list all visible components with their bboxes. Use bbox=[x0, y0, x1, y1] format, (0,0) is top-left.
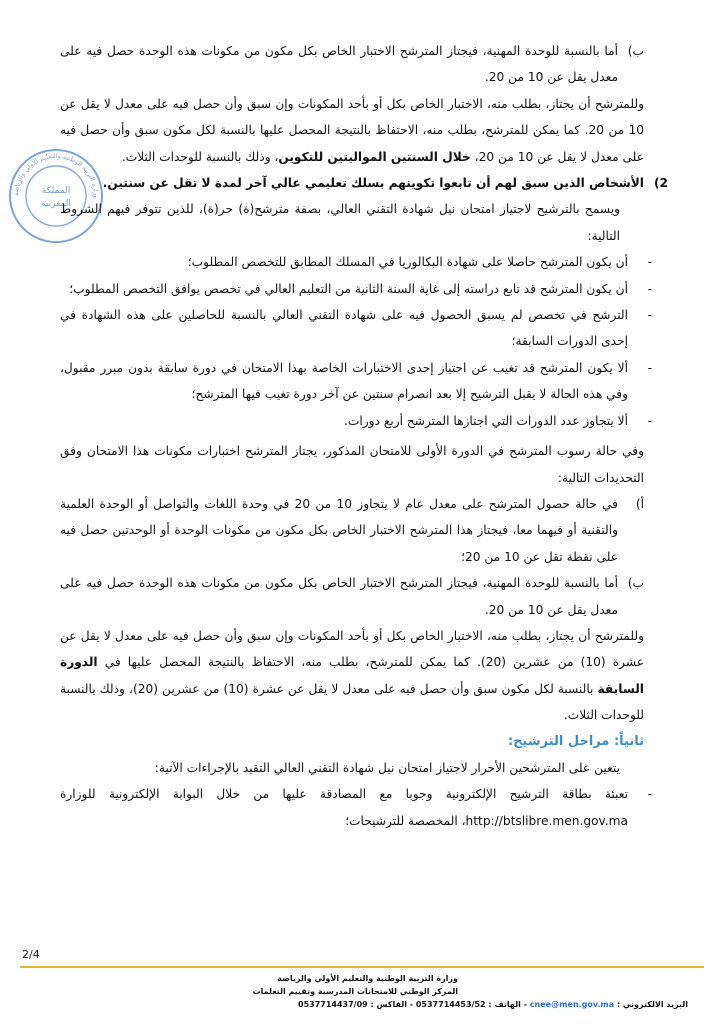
bullet-marker: - bbox=[647, 413, 652, 428]
list-item-text: الترشح في تخصص لم يسبق الحصول فيه على شهادة التقني العالي بالنسبة للحاصلين على هذه الشهادة في إحدى الدورات السابقة؛ bbox=[60, 308, 628, 349]
sub-item-marker: أ) bbox=[635, 496, 644, 511]
paragraph-failure-intro bbox=[60, 438, 668, 491]
footer-divider bbox=[20, 966, 704, 968]
sub-item-text: أما بالنسبة للوحدة المهنية، فيجتاز المترشح الاختبار الخاص بكل مكون من مكونات هذه الوحدة حصل فيه على معدل يقل عن 10 من 20. bbox=[60, 576, 618, 617]
footer-contact-numbers: - الهاتف : 0537714453/52 - الفاكس : 0537714437/09 bbox=[298, 1000, 530, 1009]
list-item-text: تعبئة بطاقة الترشيح الإلكترونية وجوبا مع المصادقة عليها من خلال البوابة الإلكترونية للوزارة bbox=[60, 787, 628, 802]
footer-email-link[interactable]: cnee@men.gov.ma bbox=[529, 1000, 615, 1009]
paragraph-bold-text: خلال السنتين المواليتين للتكوين bbox=[278, 149, 471, 164]
heading-number: 2) bbox=[653, 176, 668, 191]
paragraph-text: ويسمح بالترشيح لاجتياز امتحان نيل شهادة التقني العالي، بصفة مترشح(ة) حر(ة)، للذين تتوفر فيهم الشروط التالية: bbox=[60, 202, 620, 243]
paragraph-text: وللمترشح أن يجتاز، بطلب منه، الاختبار الخاص بكل أو بأحد المكونات وإن سبق وأن حصل فيه على معدل لا يقل عن عشرة (10) من عشرين (20). كما يمكن للمترشح، بطلب منه، الاحتفاظ بالنتيجة المحصل عليها في bbox=[60, 628, 645, 670]
stamp-center-line1: المملكة bbox=[41, 186, 71, 196]
footer-contact bbox=[40, 998, 688, 1011]
list-item-text: أن يكون المترشح حاصلا على شهادة البكالوريا في المسلك المطابق للتخصص المطلوب؛ bbox=[187, 255, 628, 270]
bullet-marker: - bbox=[647, 360, 652, 375]
conditions-list bbox=[60, 249, 668, 434]
stamp-ring-text: وزارة التربية الوطنية والتعليم الأولي والرياضة bbox=[11, 151, 101, 199]
sub-item-b bbox=[60, 570, 668, 623]
list-item bbox=[60, 408, 668, 434]
bullet-marker: - bbox=[647, 255, 652, 270]
footer-center: المركز الوطني للامتحانات المدرسية وتقييم التعلمات bbox=[252, 987, 458, 996]
list-item-text: أن يكون المترشح قد تابع دراسته إلى غاية السنة الثانية من التعليم العالي في تخصص يوافق التخصص المطلوب؛ bbox=[69, 281, 628, 296]
portal-link[interactable]: http://btslibre.men.gov.ma bbox=[465, 813, 628, 828]
footer-ministry: وزارة التربية الوطنية والتعليم الأولي والرياضة bbox=[277, 974, 458, 983]
list-item bbox=[60, 276, 668, 302]
bullet-marker: - bbox=[647, 281, 652, 296]
sub-item-text: أما بالنسبة للوحدة المهنية، فيجتاز المترشح الاختبار الخاص بكل مكون من مكونات هذه الوحدة حصل فيه على معدل يقل عن 10 من 20. bbox=[60, 44, 618, 85]
paragraph-text: وللمترشح أن يجتاز، بطلب منه، الاختبار الخاص بكل أو بأحد المكونات وإن سبق وأن حصل فيه على معدل لا يقل عن 10 من 20. كما يمكن للمترشح، بطلب منه، الاحتفاظ بالنتيجة المحصل عليها بالنسبة لكل مكون سبق وأن حصل فيه على معدل لا يقل عن 10 من 20، bbox=[60, 96, 644, 164]
bullet-marker: - bbox=[647, 787, 652, 802]
stamp-center-line2: المغربية bbox=[41, 199, 71, 209]
sub-item-text: في حالة حصول المترشح على معدل عام لا يتجاوز 10 من 20 في وحدة اللغات والتواصل أو الوحدة العلمية والتقنية أو فيهما معا، فيجتاز هذا المترشح الاختبار الخاص بكل مكون من مكونات الوحدة أو الوحدتين حصل فيه على نقطة تقل عن 10 من 20؛ bbox=[60, 496, 618, 564]
sub-item-b-top bbox=[60, 38, 668, 91]
document-body bbox=[60, 38, 668, 834]
sub-item-marker: ب) bbox=[627, 44, 644, 58]
list-item-text: ألا يكون المترشح قد تغيب عن اجتياز إحدى الاختبارات الخاصة بهذا الامتحان في دورة سابقة بدون مبرر مقبول، وفي هذه الحالة لا يقبل الترشيح إلا بعد انصرام سنتين عن آخر دورة تغيب فيها المترشح؛ bbox=[60, 360, 628, 402]
list-item-text: ألا يتجاوز عدد الدورات التي اجتازها المترشح أربع دورات. bbox=[344, 413, 628, 428]
paragraph-text: وفي حالة رسوب المترشح في الدورة الأولى للامتحان المذكور، يجتاز المترشح اختبارات مكونات هذا الامتحان وفق التحديدات التالية: bbox=[60, 444, 644, 485]
bullet-marker: - bbox=[647, 308, 652, 323]
paragraph-text: بالنسبة لكل مكون سبق وأن حصل فيه على معدل لا يقل عن عشرة (10) من عشرين (20)، وذلك بالنسبة للوحدات الثلاث. bbox=[60, 681, 644, 723]
list-item bbox=[60, 302, 668, 355]
list-item bbox=[60, 249, 668, 275]
list-item-step-1 bbox=[60, 781, 668, 834]
paragraph-retake-rules bbox=[60, 91, 668, 170]
footer-contact-label: البريد الالكتروني : bbox=[614, 1000, 688, 1009]
page-number: 2/4 bbox=[22, 948, 40, 961]
section-title: ثانياً: مراحل الترشيح: bbox=[507, 733, 644, 749]
footer bbox=[40, 972, 688, 1011]
list-item-text: ، المخصصة للترشيحات؛ bbox=[345, 813, 466, 828]
paragraph-procedures-intro bbox=[60, 755, 668, 781]
paragraph-text: ، وذلك بالنسبة للوحدات الثلاث. bbox=[121, 149, 279, 164]
paragraph-text: يتعين على المترشحين الأحرار لاجتياز امتحان نيل شهادة التقني العالي التقيد بالإجراءات الآتية: bbox=[154, 760, 620, 775]
sub-item-a bbox=[60, 491, 668, 570]
paragraph-conditions-intro bbox=[60, 196, 668, 249]
numbered-heading-2 bbox=[60, 170, 668, 196]
paragraph-bold-text: الدورة السابقة bbox=[60, 655, 644, 696]
heading-text: الأشخاص الذين سبق لهم أن تابعوا تكوينهم بسلك تعليمي عالي آخر لمدة لا تقل عن سنتين. bbox=[102, 176, 644, 191]
paragraph-retake-rules-2 bbox=[60, 623, 668, 729]
sub-item-marker: ب) bbox=[627, 576, 644, 591]
list-item bbox=[60, 355, 668, 408]
